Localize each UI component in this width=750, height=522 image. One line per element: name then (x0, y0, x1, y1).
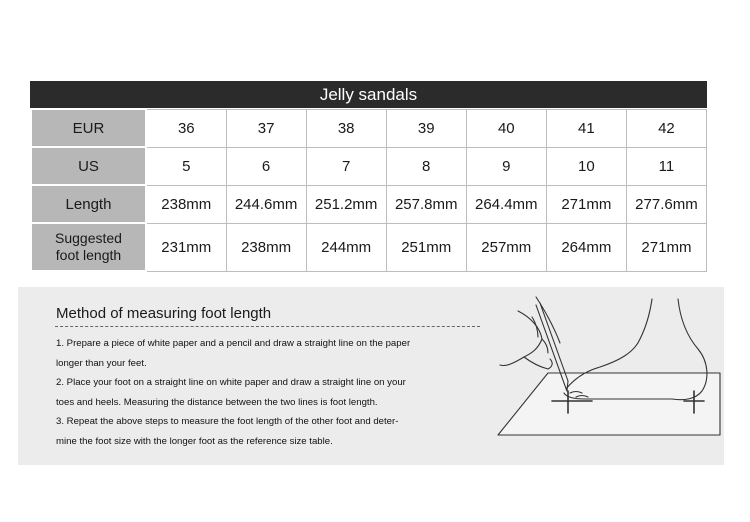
table-cell: 11 (626, 147, 706, 185)
table-cell: 38 (306, 109, 386, 147)
table-cell: 257.8mm (386, 185, 466, 223)
title-divider (55, 326, 480, 327)
method-steps (56, 334, 488, 452)
step-line: toes and heels. Measuring the distance between the two lines is foot length. (56, 396, 378, 408)
foot-measuring-illustration-icon (488, 287, 724, 465)
table-cell: 9 (466, 147, 546, 185)
size-chart (30, 81, 707, 272)
table-cell: 271mm (626, 223, 706, 271)
table-row-eur (31, 109, 707, 147)
size-table (30, 108, 707, 272)
method-title: Method of measuring foot length (56, 305, 272, 322)
row-label-line: foot length (55, 247, 122, 263)
table-cell: 264mm (546, 223, 626, 271)
table-cell: 10 (546, 147, 626, 185)
table-cell: 7 (306, 147, 386, 185)
table-row-us (31, 147, 707, 185)
step-line: longer than your feet. (56, 357, 147, 369)
row-label-us: US (31, 147, 146, 185)
step-line: 1. Prepare a piece of white paper and a pencil and draw a straight line on the paper (56, 338, 411, 349)
table-cell: 40 (466, 109, 546, 147)
table-cell: 244.6mm (226, 185, 306, 223)
table-cell: 244mm (306, 223, 386, 271)
table-cell: 5 (146, 147, 226, 185)
table-cell: 6 (226, 147, 306, 185)
table-cell: 42 (626, 109, 706, 147)
measuring-method-panel (18, 287, 724, 465)
table-cell: 238mm (146, 185, 226, 223)
step-line: mine the foot size with the longer foot as the reference size table. (56, 435, 333, 447)
table-row-length (31, 185, 707, 223)
table-cell: 37 (226, 109, 306, 147)
table-cell: 238mm (226, 223, 306, 271)
table-cell: 41 (546, 109, 626, 147)
row-label-length: Length (31, 185, 146, 223)
table-cell: 231mm (146, 223, 226, 271)
table-cell: 251.2mm (306, 185, 386, 223)
table-cell: 264.4mm (466, 185, 546, 223)
table-cell: 271mm (546, 185, 626, 223)
table-cell: 8 (386, 147, 466, 185)
row-label-suggested-foot-length (31, 223, 146, 271)
table-cell: 36 (146, 109, 226, 147)
table-row-suggested-foot-length (31, 223, 707, 271)
size-chart-title: Jelly sandals (30, 81, 707, 108)
step-line: 2. Place your foot on a straight line on white paper and draw a straight line on your (56, 377, 406, 389)
table-cell: 251mm (386, 223, 466, 271)
row-label-eur: EUR (31, 109, 146, 147)
step-line: 3. Repeat the above steps to measure the foot length of the other foot and deter- (56, 416, 399, 428)
table-cell: 39 (386, 109, 466, 147)
row-label-line: Suggested (55, 230, 122, 246)
table-cell: 277.6mm (626, 185, 706, 223)
table-cell: 257mm (466, 223, 546, 271)
